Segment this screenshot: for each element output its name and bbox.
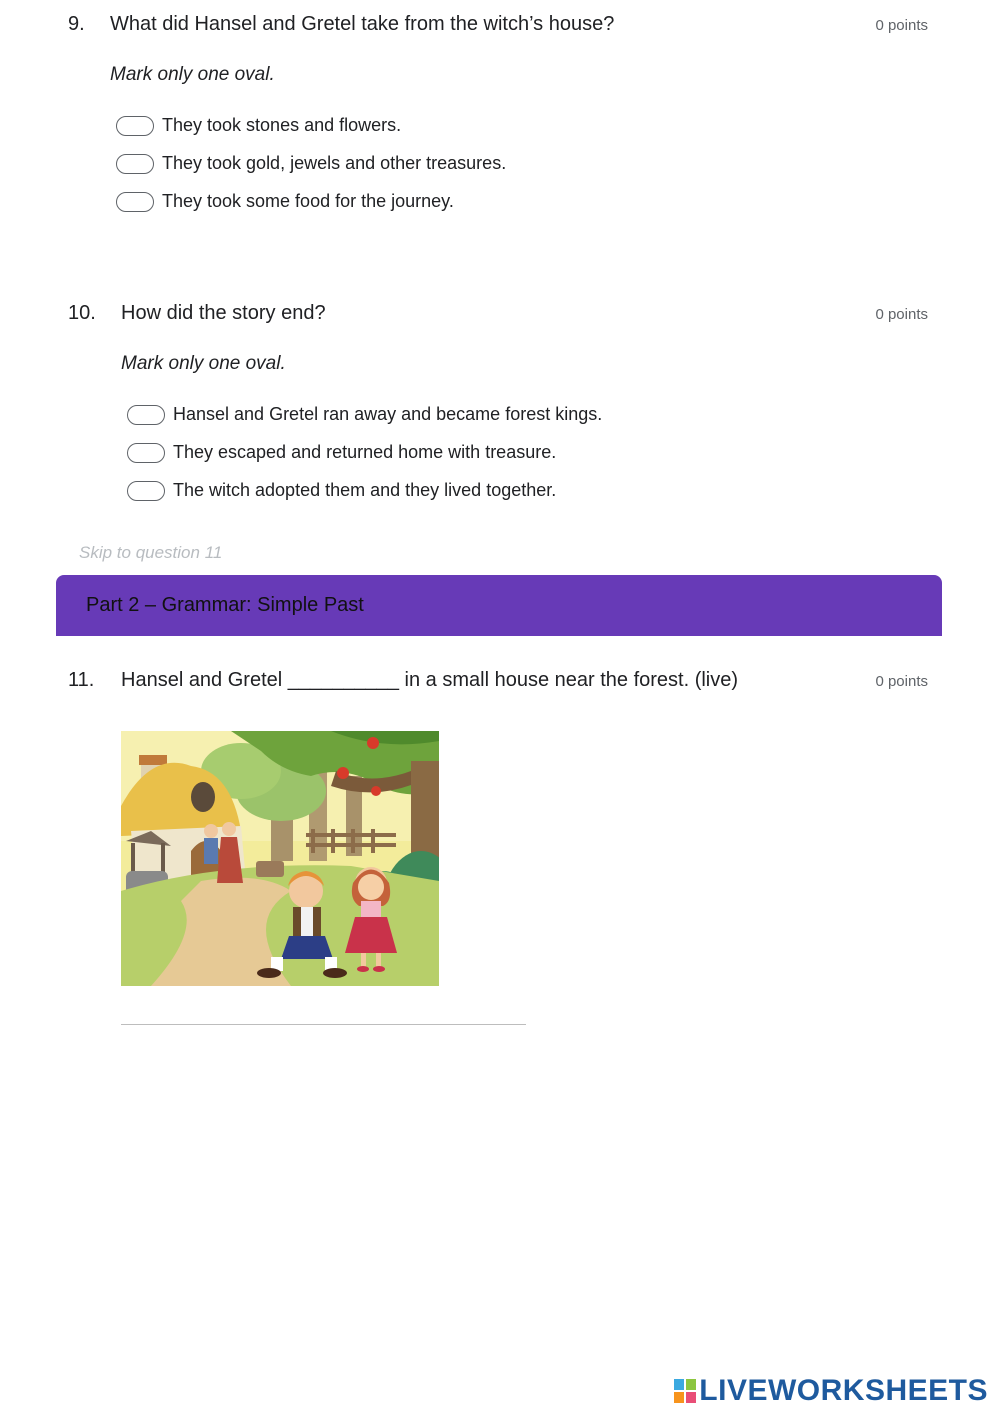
option-radio[interactable] xyxy=(127,442,556,463)
option-radio[interactable] xyxy=(116,115,401,136)
liveworksheets-logo-icon xyxy=(674,1379,696,1403)
section-title: Part 2 – Grammar: Simple Past xyxy=(86,594,364,616)
oval-radio-icon[interactable] xyxy=(116,154,154,174)
section-banner xyxy=(56,575,942,636)
option-label: The witch adopted them and they lived together. xyxy=(173,480,557,500)
question-number: 11. xyxy=(68,669,95,691)
option-label: Hansel and Gretel ran away and became forest kings. xyxy=(173,404,603,424)
instruction-text: Mark only one oval. xyxy=(121,353,286,374)
brand-name: LIVEWORKSHEETS xyxy=(699,1374,988,1407)
option-label: They took some food for the journey. xyxy=(162,191,454,211)
option-radio[interactable] xyxy=(127,480,556,501)
question-number: 10. xyxy=(68,302,96,324)
oval-radio-icon[interactable] xyxy=(116,192,154,212)
option-radio[interactable] xyxy=(116,191,454,212)
option-label: They escaped and returned home with treasure. xyxy=(173,442,557,462)
option-label: They took stones and flowers. xyxy=(162,115,402,135)
points-label: 0 points xyxy=(875,306,928,323)
hansel-gretel-illustration xyxy=(121,731,439,986)
points-label: 0 points xyxy=(875,673,928,690)
liveworksheets-logo xyxy=(674,1374,988,1408)
short-answer-field[interactable] xyxy=(121,1024,526,1025)
option-radio[interactable] xyxy=(127,404,602,425)
question-title: How did the story end? xyxy=(121,302,326,324)
oval-radio-icon[interactable] xyxy=(116,116,154,136)
option-radio[interactable] xyxy=(116,153,506,174)
oval-radio-icon[interactable] xyxy=(127,481,165,501)
question-number: 9. xyxy=(68,13,85,35)
question-title: Hansel and Gretel __________ in a small house near the forest. (live) xyxy=(121,669,739,691)
option-label: They took gold, jewels and other treasures. xyxy=(162,153,507,173)
oval-radio-icon[interactable] xyxy=(127,443,165,463)
question-title: What did Hansel and Gretel take from the witch’s house? xyxy=(110,13,615,35)
points-label: 0 points xyxy=(875,17,928,34)
oval-radio-icon[interactable] xyxy=(127,405,165,425)
skip-to-question-link[interactable]: Skip to question 11 xyxy=(79,543,223,562)
instruction-text: Mark only one oval. xyxy=(110,64,275,85)
